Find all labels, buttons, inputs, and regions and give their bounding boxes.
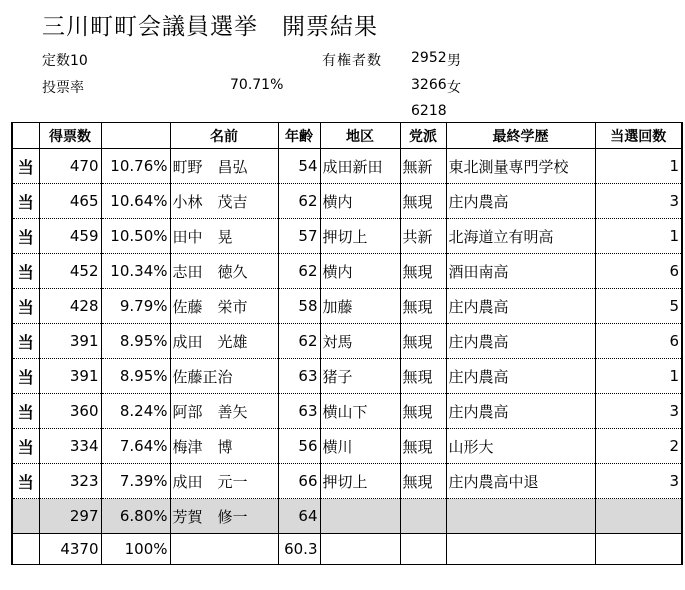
row-education: 北海道立有明高 (446, 219, 595, 254)
row-votes: 297 (39, 499, 101, 534)
row-education: 庄内農高 (446, 394, 595, 429)
table-row (12, 219, 682, 254)
seats-label: 定数10 (42, 53, 88, 69)
row-pct: 10.64% (101, 184, 170, 219)
header-votes: 得票数 (39, 123, 101, 149)
table-row (12, 289, 682, 324)
row-education: 庄内農高 (446, 324, 595, 359)
row-district (320, 499, 400, 534)
page-title: 三川町町会議員選挙 開票結果 (42, 14, 378, 40)
row-age: 62 (278, 324, 320, 359)
totals-row (12, 534, 682, 565)
row-faction: 無現 (400, 324, 446, 359)
female-label: 女 (447, 80, 461, 96)
header-name: 名前 (170, 123, 278, 149)
table-row (12, 394, 682, 429)
row-education: 東北測量専門学校 (446, 149, 595, 184)
row-age: 66 (278, 464, 320, 499)
row-mark: 当 (12, 289, 39, 324)
row-pct: 10.34% (101, 254, 170, 289)
row-faction: 無現 (400, 184, 446, 219)
row-mark (12, 499, 39, 534)
row-votes: 428 (39, 289, 101, 324)
row-education: 庄内農高中退 (446, 464, 595, 499)
row-wins: 5 (595, 289, 682, 324)
row-mark: 当 (12, 149, 39, 184)
row-mark: 当 (12, 254, 39, 289)
row-pct: 8.95% (101, 359, 170, 394)
row-wins: 3 (595, 184, 682, 219)
table-row (12, 464, 682, 499)
row-votes: 391 (39, 324, 101, 359)
row-district: 横山下 (320, 394, 400, 429)
total-faction-cell (400, 534, 446, 565)
row-education: 庄内農高 (446, 289, 595, 324)
table-row (12, 359, 682, 394)
row-votes: 334 (39, 429, 101, 464)
row-mark: 当 (12, 184, 39, 219)
row-pct: 8.24% (101, 394, 170, 429)
row-pct: 7.64% (101, 429, 170, 464)
row-pct: 10.76% (101, 149, 170, 184)
row-education (446, 499, 595, 534)
row-votes: 391 (39, 359, 101, 394)
male-label: 男 (447, 53, 461, 69)
row-mark: 当 (12, 359, 39, 394)
row-faction: 無現 (400, 394, 446, 429)
total-district-cell (320, 534, 400, 565)
row-name: 田中 晃 (170, 219, 278, 254)
row-wins (595, 499, 682, 534)
row-age: 57 (278, 219, 320, 254)
row-pct: 6.80% (101, 499, 170, 534)
row-district: 猪子 (320, 359, 400, 394)
row-age: 62 (278, 254, 320, 289)
row-wins: 2 (595, 429, 682, 464)
male-count: 2952 (411, 50, 447, 66)
row-age: 64 (278, 499, 320, 534)
row-votes: 452 (39, 254, 101, 289)
header-education: 最終学歴 (446, 123, 595, 149)
row-district: 押切上 (320, 464, 400, 499)
row-faction: 無現 (400, 359, 446, 394)
row-votes: 465 (39, 184, 101, 219)
header-wins: 当選回数 (595, 123, 682, 149)
total-name-cell (170, 534, 278, 565)
row-district: 横内 (320, 184, 400, 219)
row-pct: 7.39% (101, 464, 170, 499)
table-row (12, 429, 682, 464)
row-wins: 1 (595, 359, 682, 394)
row-name: 町野 昌弘 (170, 149, 278, 184)
row-age: 56 (278, 429, 320, 464)
row-name: 佐藤 栄市 (170, 289, 278, 324)
row-name: 阿部 善矢 (170, 394, 278, 429)
row-faction: 無現 (400, 289, 446, 324)
row-wins: 6 (595, 324, 682, 359)
row-name: 佐藤正治 (170, 359, 278, 394)
eligible-label: 有権者数 (322, 53, 382, 69)
row-education: 山形大 (446, 429, 595, 464)
row-faction: 無新 (400, 149, 446, 184)
row-district: 加藤 (320, 289, 400, 324)
row-pct: 9.79% (101, 289, 170, 324)
header-pct (101, 123, 170, 149)
row-name: 芳賀 修一 (170, 499, 278, 534)
row-wins: 1 (595, 149, 682, 184)
row-faction: 無現 (400, 464, 446, 499)
row-faction: 共新 (400, 219, 446, 254)
row-district: 横内 (320, 254, 400, 289)
row-name: 成田 元一 (170, 464, 278, 499)
header-mark (12, 123, 39, 149)
table-row (12, 254, 682, 289)
total-votes: 4370 (39, 534, 101, 565)
row-votes: 323 (39, 464, 101, 499)
row-name: 小林 茂吉 (170, 184, 278, 219)
row-age: 63 (278, 394, 320, 429)
row-mark: 当 (12, 429, 39, 464)
row-mark: 当 (12, 394, 39, 429)
total-age: 60.3 (278, 534, 320, 565)
row-mark: 当 (12, 464, 39, 499)
table-row (12, 149, 682, 184)
row-faction: 無現 (400, 429, 446, 464)
female-count: 3266 (411, 77, 447, 93)
table-row (12, 324, 682, 359)
row-wins: 6 (595, 254, 682, 289)
row-wins: 3 (595, 464, 682, 499)
row-votes: 360 (39, 394, 101, 429)
total-wins-cell (595, 534, 682, 565)
table-row-not-elected (12, 499, 682, 534)
row-age: 63 (278, 359, 320, 394)
row-pct: 10.50% (101, 219, 170, 254)
table-row (12, 184, 682, 219)
row-votes: 459 (39, 219, 101, 254)
turnout-label: 投票率 (42, 80, 84, 96)
row-votes: 470 (39, 149, 101, 184)
row-education: 庄内農高 (446, 359, 595, 394)
row-age: 58 (278, 289, 320, 324)
row-district: 横川 (320, 429, 400, 464)
row-education: 酒田南高 (446, 254, 595, 289)
row-age: 54 (278, 149, 320, 184)
row-faction (400, 499, 446, 534)
row-pct: 8.95% (101, 324, 170, 359)
row-education: 庄内農高 (446, 184, 595, 219)
row-faction: 無現 (400, 254, 446, 289)
table-header-row (12, 123, 682, 149)
row-mark: 当 (12, 219, 39, 254)
row-district: 対馬 (320, 324, 400, 359)
row-age: 62 (278, 184, 320, 219)
row-district: 押切上 (320, 219, 400, 254)
header-faction: 党派 (400, 123, 446, 149)
row-wins: 3 (595, 394, 682, 429)
total-pct: 100% (101, 534, 170, 565)
header-age: 年齢 (278, 123, 320, 149)
results-table (11, 122, 683, 565)
total-mark-cell (12, 534, 39, 565)
row-wins: 1 (595, 219, 682, 254)
row-name: 成田 光雄 (170, 324, 278, 359)
row-name: 梅津 博 (170, 429, 278, 464)
turnout-value: 70.71% (230, 77, 284, 93)
total-voters: 6218 (411, 103, 447, 119)
row-mark: 当 (12, 324, 39, 359)
total-education-cell (446, 534, 595, 565)
row-name: 志田 徳久 (170, 254, 278, 289)
row-district: 成田新田 (320, 149, 400, 184)
header-district: 地区 (320, 123, 400, 149)
